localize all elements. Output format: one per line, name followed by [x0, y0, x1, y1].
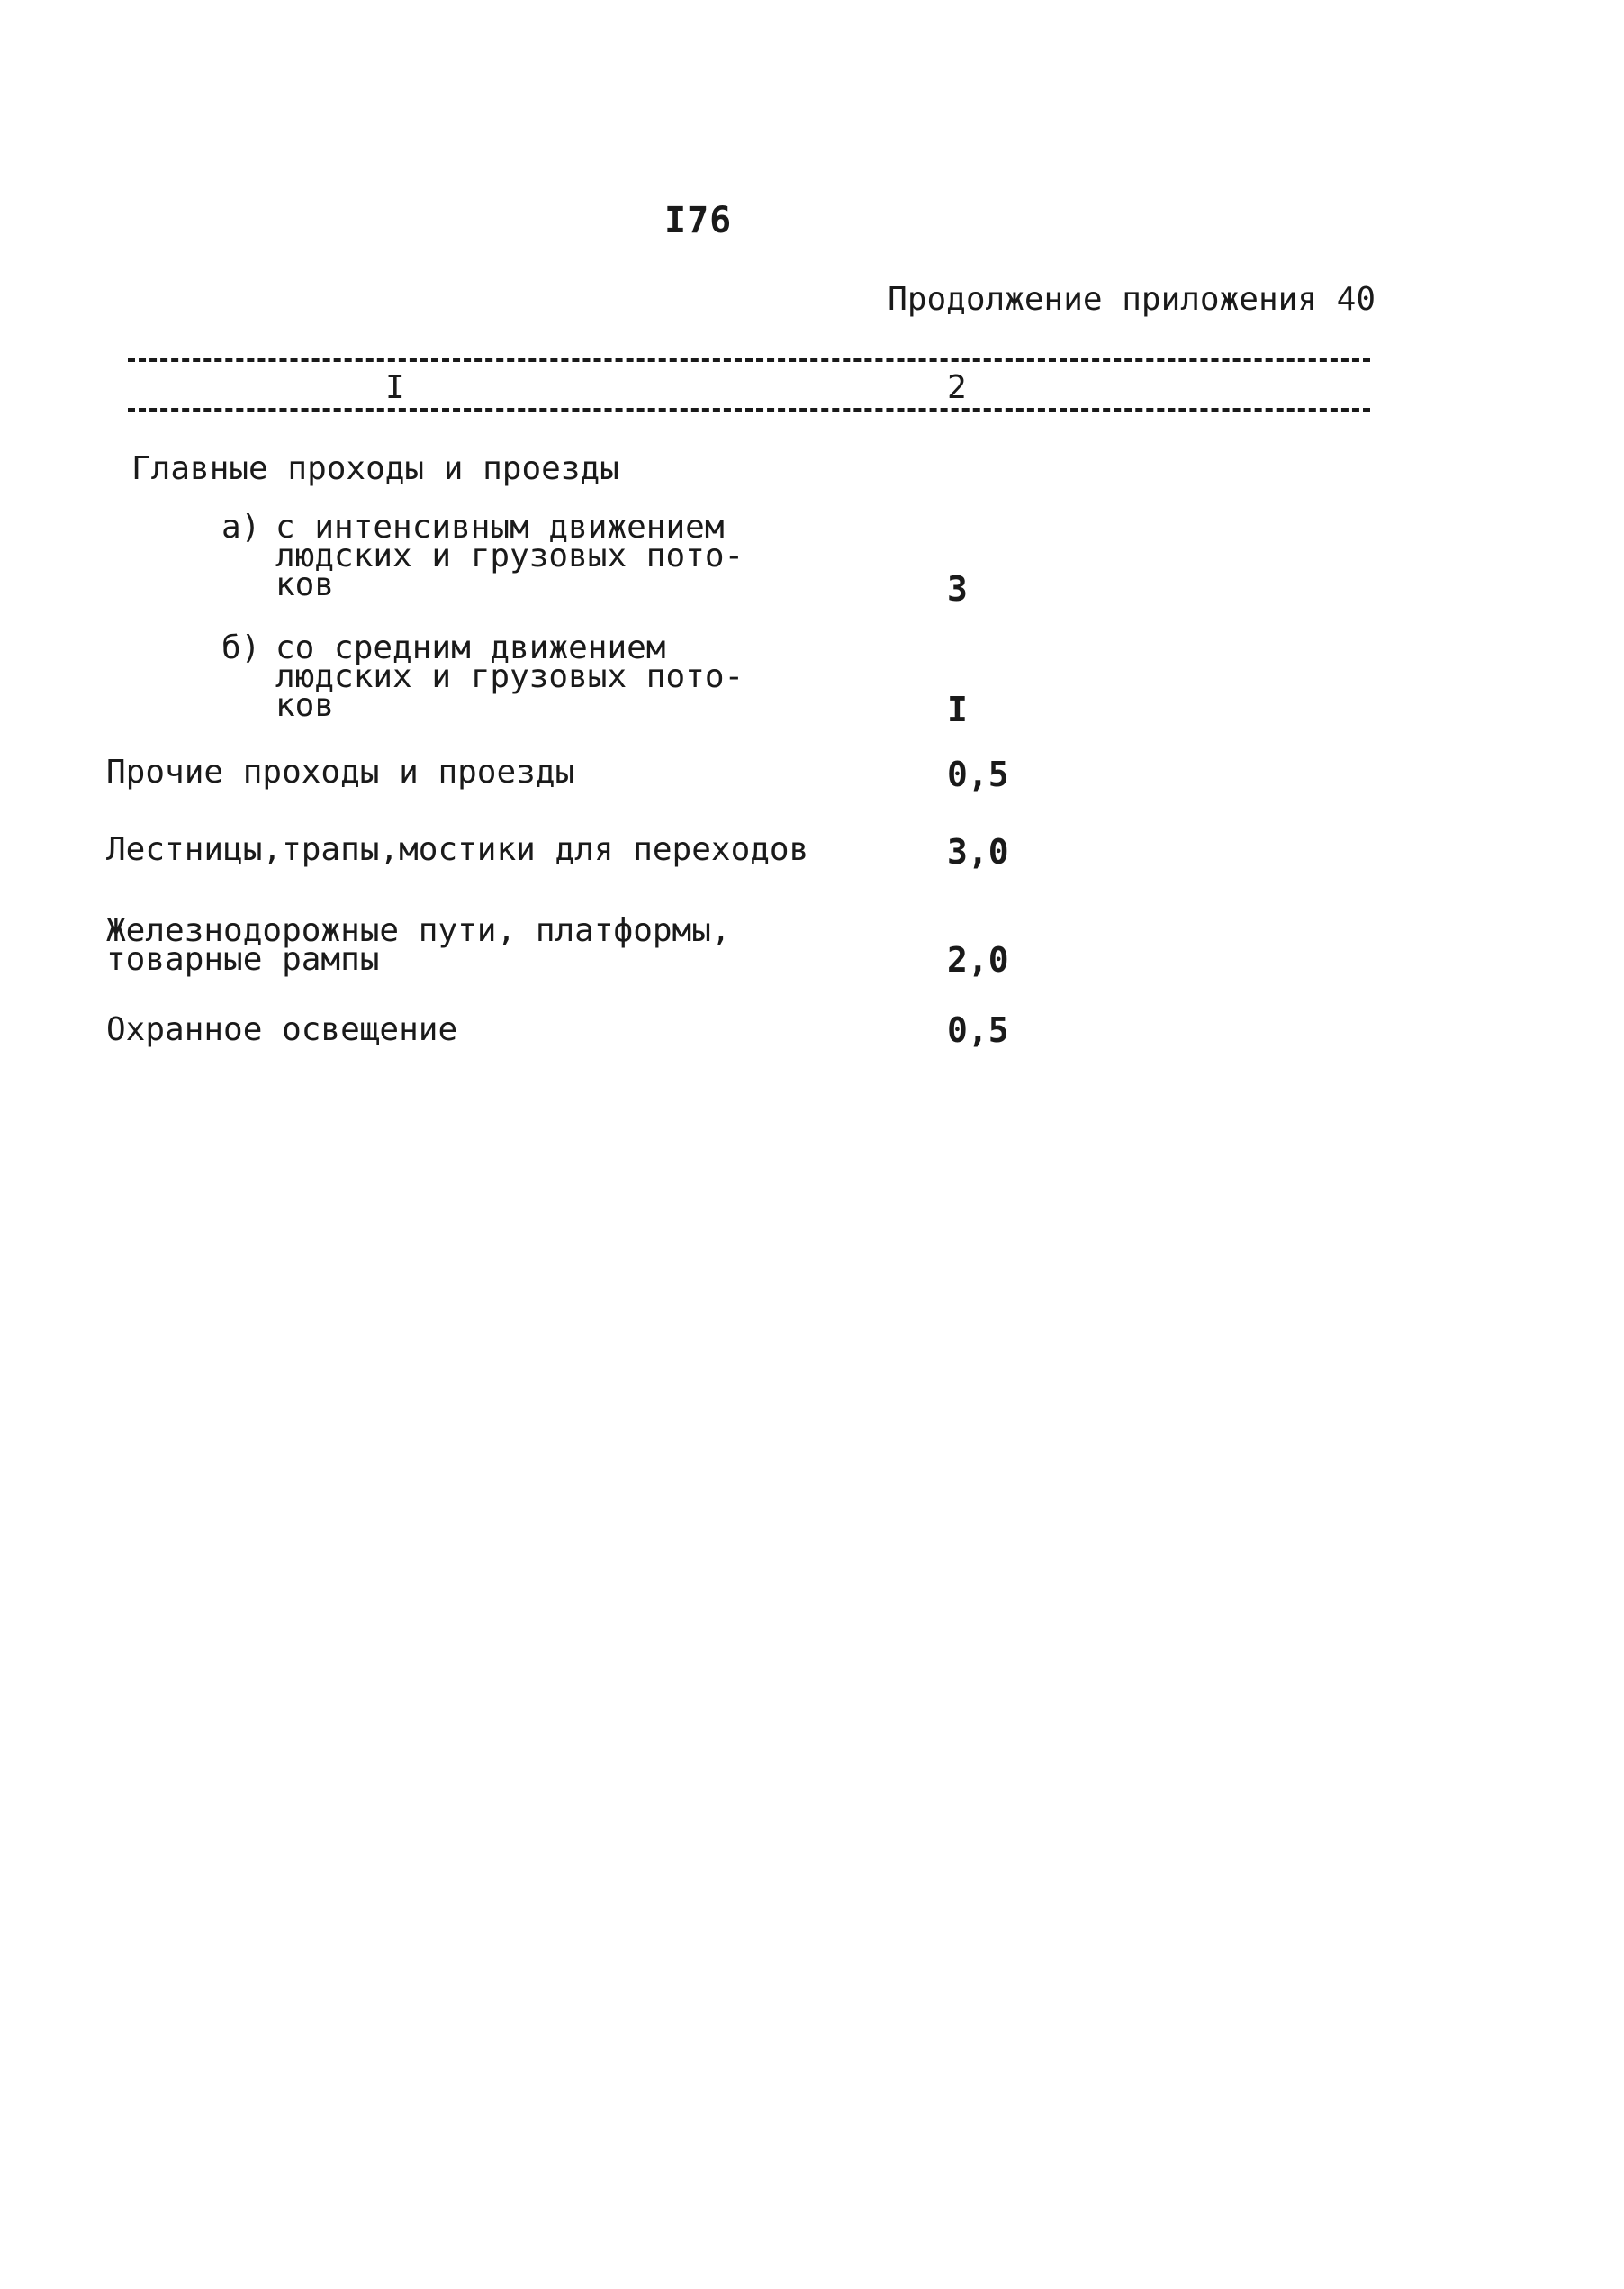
row-marker: а): [221, 509, 261, 546]
row-label: с интенсивным движением людских и грузовых пото- ков: [275, 509, 744, 603]
row-label: Главные проходы и проезды: [131, 450, 619, 487]
row-label: со средним движением людских и грузовых пото- ков: [275, 629, 744, 724]
column-header-1: I: [385, 369, 405, 406]
table-rule-bottom: [128, 408, 1370, 412]
row-value: 3: [947, 569, 968, 609]
row-value: 2,0: [947, 940, 1009, 980]
row-label: Прочие проходы и проезды: [106, 754, 575, 791]
row-value: 0,5: [947, 755, 1009, 794]
row-label: Железнодорожные пути, платформы, товарные рампы: [106, 912, 731, 978]
page-number: I76: [664, 200, 733, 241]
continuation-caption: Продолжение приложения 40: [888, 281, 1376, 318]
row-label: Охранное освещение: [106, 1011, 458, 1048]
column-header-2: 2: [947, 369, 967, 406]
row-marker: б): [221, 629, 261, 666]
table-rule-top: [128, 358, 1370, 362]
row-value: I: [947, 690, 968, 729]
row-label: Лестницы,трапы,мостики для переходов: [106, 831, 809, 868]
row-value: 0,5: [947, 1010, 1009, 1050]
row-value: 3,0: [947, 832, 1009, 872]
